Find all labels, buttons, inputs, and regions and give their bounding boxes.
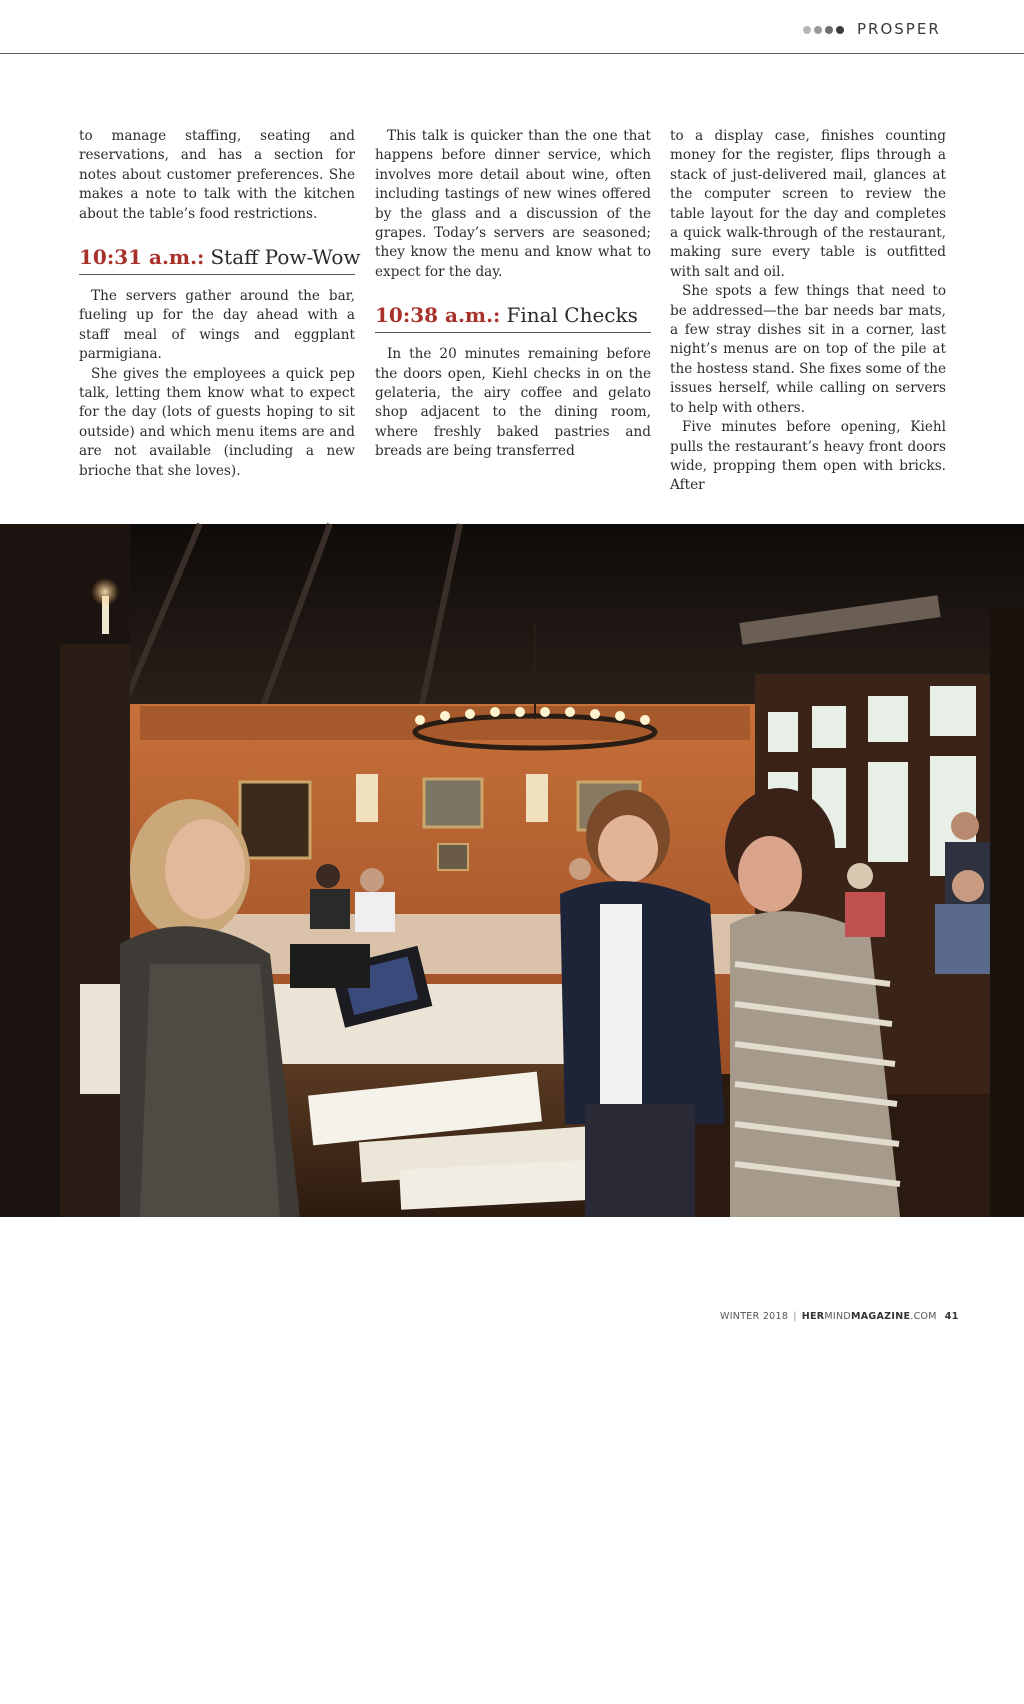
footer-site-magazine: MAGAZINE (851, 1311, 911, 1322)
footer-site-her: HER (801, 1311, 825, 1322)
dot-1 (803, 26, 811, 34)
text-column-1 (79, 127, 361, 481)
section-dots (803, 26, 844, 34)
dot-2 (814, 26, 822, 34)
text-column-2 (375, 127, 651, 462)
footer-season: WINTER 2018 (720, 1311, 789, 1322)
paragraph: to manage staffing, seating and reservations, and has a section for notes about customer preferences. She makes a note to talk with the kitchen about the table’s food restrictions. (79, 128, 355, 222)
subheading-label: Staff Pow-Wow (210, 245, 361, 270)
paragraph: Five minutes before opening, Kiehl pulls the restaurant’s heavy front doors wide, propping them open with bricks. After (670, 419, 946, 494)
footer-site-mind: MIND (824, 1311, 852, 1322)
subheading-final-checks (375, 302, 651, 333)
footer-separator: | (793, 1311, 797, 1322)
subheading-time: 10:31 a.m.: (79, 245, 205, 270)
paragraph: She gives the employees a quick pep talk, letting them know what to expect for the day (lots of guests hoping to sit outside) and which menu items are and are not available (including a new brioche that she loves). (79, 365, 355, 479)
dot-3 (825, 26, 833, 34)
dot-4 (836, 26, 844, 34)
page-footer (720, 1311, 959, 1322)
text-column-3 (670, 127, 946, 496)
subheading-time: 10:38 a.m.: (375, 303, 501, 328)
paragraph: The servers gather around the bar, fueling up for the day ahead with a staff meal of wings and eggplant parmigiana. (79, 288, 355, 363)
paragraph: She spots a few things that need to be addressed—the bar needs bar mats, a few stray dishes sit in a corner, last night’s menus are on top of the pile at the hostess stand. She fixes some of the issues herself, while calling on servers to help with others. (670, 283, 946, 416)
photo-caption: Jennifer Kiehl, house manager of Lupa restaurant in Columbia, preps tables for diners and greets them as they come in during a recent lunch rush. (826, 1593, 962, 1702)
subheading-label: Final Checks (506, 303, 638, 328)
section-label: PROSPER (857, 20, 941, 38)
paragraph: to a display case, finishes counting money for the register, flips through a stack of just-delivered mail, glances at the computer screen to review the table layout for the day and completes a quick walk-through of the restaurant, making sure every table is outfitted with salt and oil. (670, 128, 946, 280)
footer-site-tld: .COM (910, 1311, 937, 1322)
photo-illustration (0, 524, 1024, 1217)
subheading-staff-pow-wow (79, 244, 361, 275)
paragraph: In the 20 minutes remaining before the doors open, Kiehl checks in on the gelateria, the airy coffee and gelato shop adjacent to the dining room, where freshly baked pastries and breads are being transferred (375, 346, 651, 460)
page-number: 41 (944, 1311, 959, 1322)
paragraph: This talk is quicker than the one that happens before dinner service, which involves more detail about wine, often including tastings of new wines offered by the glass and a discussion of the grapes. Today’s servers are seasoned; they know the menu and know what to expect for the day. (375, 128, 651, 280)
page-header (0, 0, 1024, 54)
